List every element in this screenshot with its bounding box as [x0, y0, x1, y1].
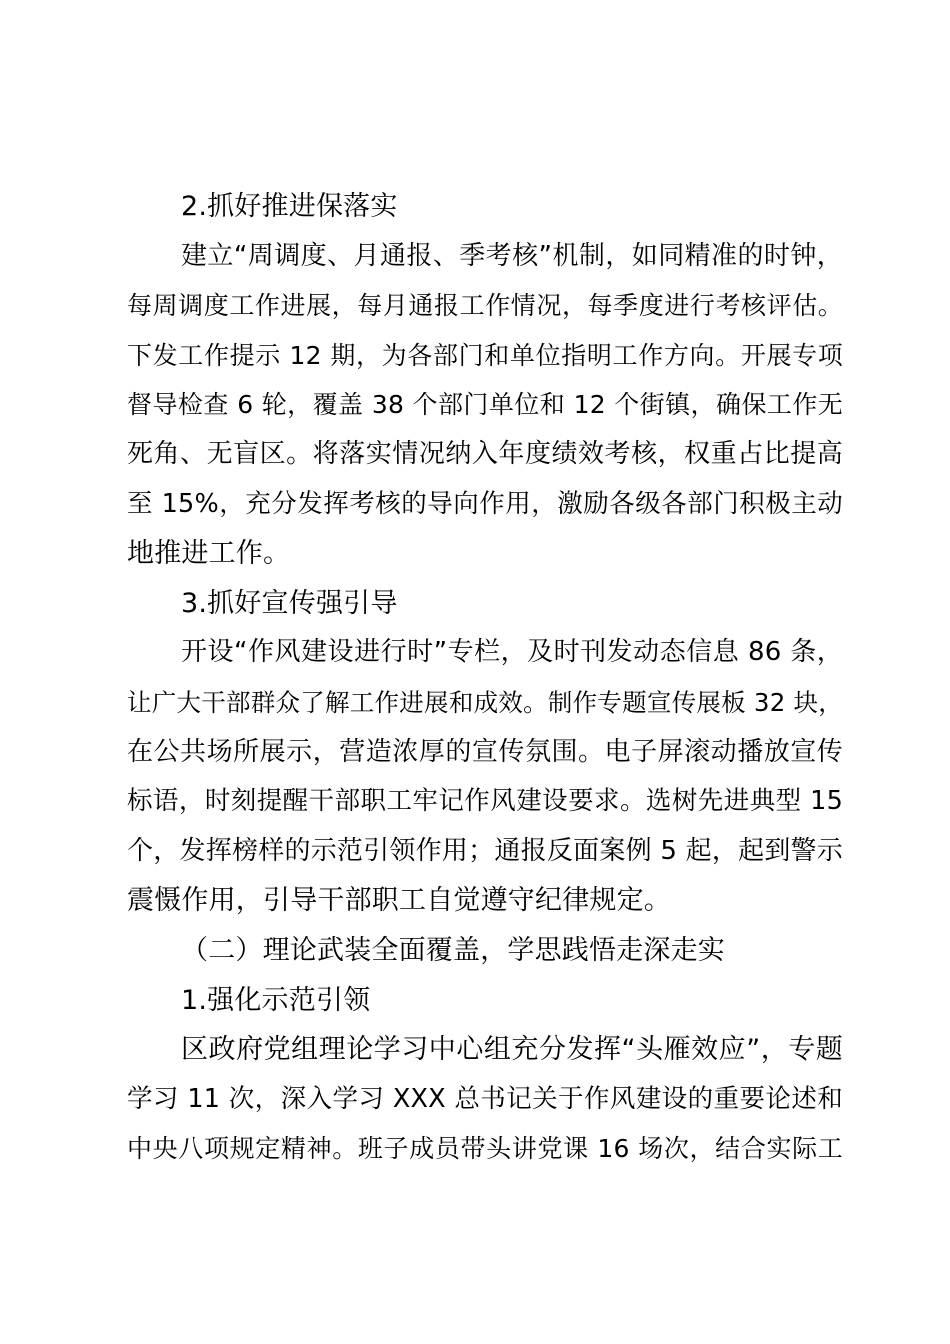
heading-3: 3.抓好宣传强引导 [181, 587, 398, 619]
paragraph-line: 学习 11 次，深入学习 XXX 总书记关于作风建设的重要论述和 [127, 1083, 843, 1114]
paragraph-line: 开设“作风建设进行时”专栏，及时刊发动态信息 86 条， [181, 637, 843, 668]
document-body [127, 182, 843, 1174]
paragraph-line: 建立“周调度、月通报、季考核”机制，如同精准的时钟， [181, 240, 843, 271]
paragraph-line: 地推进工作。 [127, 538, 291, 570]
paragraph-line: 区政府党组理论学习中心组充分发挥“头雁效应”，专题 [181, 1034, 843, 1066]
paragraph-line: 标语，时刻提醒干部职工牢记作风建设要求。选树先进典型 15 [127, 786, 843, 817]
paragraph-line: 个，发挥榜样的示范引领作用；通报反面案例 5 起，起到警示 [127, 835, 843, 866]
paragraph-line: 至 15%，充分发挥考核的导向作用，激励各级各部门积极主动 [127, 488, 843, 519]
heading-1: 1.强化示范引领 [181, 984, 371, 1016]
paragraph-line: 震慑作用，引导干部职工自觉遵守纪律规定。 [127, 885, 671, 917]
paragraph-line: 督导检查 6 轮，覆盖 38 个部门单位和 12 个街镇，确保工作无 [127, 390, 843, 420]
paragraph-line: 死角、无盲区。将落实情况纳入年度绩效考核，权重占比提高 [127, 438, 843, 469]
paragraph-line: 让广大干部群众了解工作进展和成效。制作专题宣传展板 32 块， [127, 687, 843, 717]
heading-2: 2.抓好推进保落实 [181, 191, 398, 222]
section-heading: （二）理论武装全面覆盖，学思践悟走深走实 [181, 934, 725, 966]
paragraph-line: 在公共场所展示，营造浓厚的宣传氛围。电子屏滚动播放宣传 [127, 736, 843, 767]
paragraph-line: 下发工作提示 12 期，为各部门和单位指明工作方向。开展专项 [127, 340, 843, 370]
paragraph-line: 每周调度工作进展，每月通报工作情况，每季度进行考核评估。 [127, 291, 843, 321]
paragraph-line: 中央八项规定精神。班子成员带头讲党课 16 场次，结合实际工 [127, 1134, 843, 1164]
